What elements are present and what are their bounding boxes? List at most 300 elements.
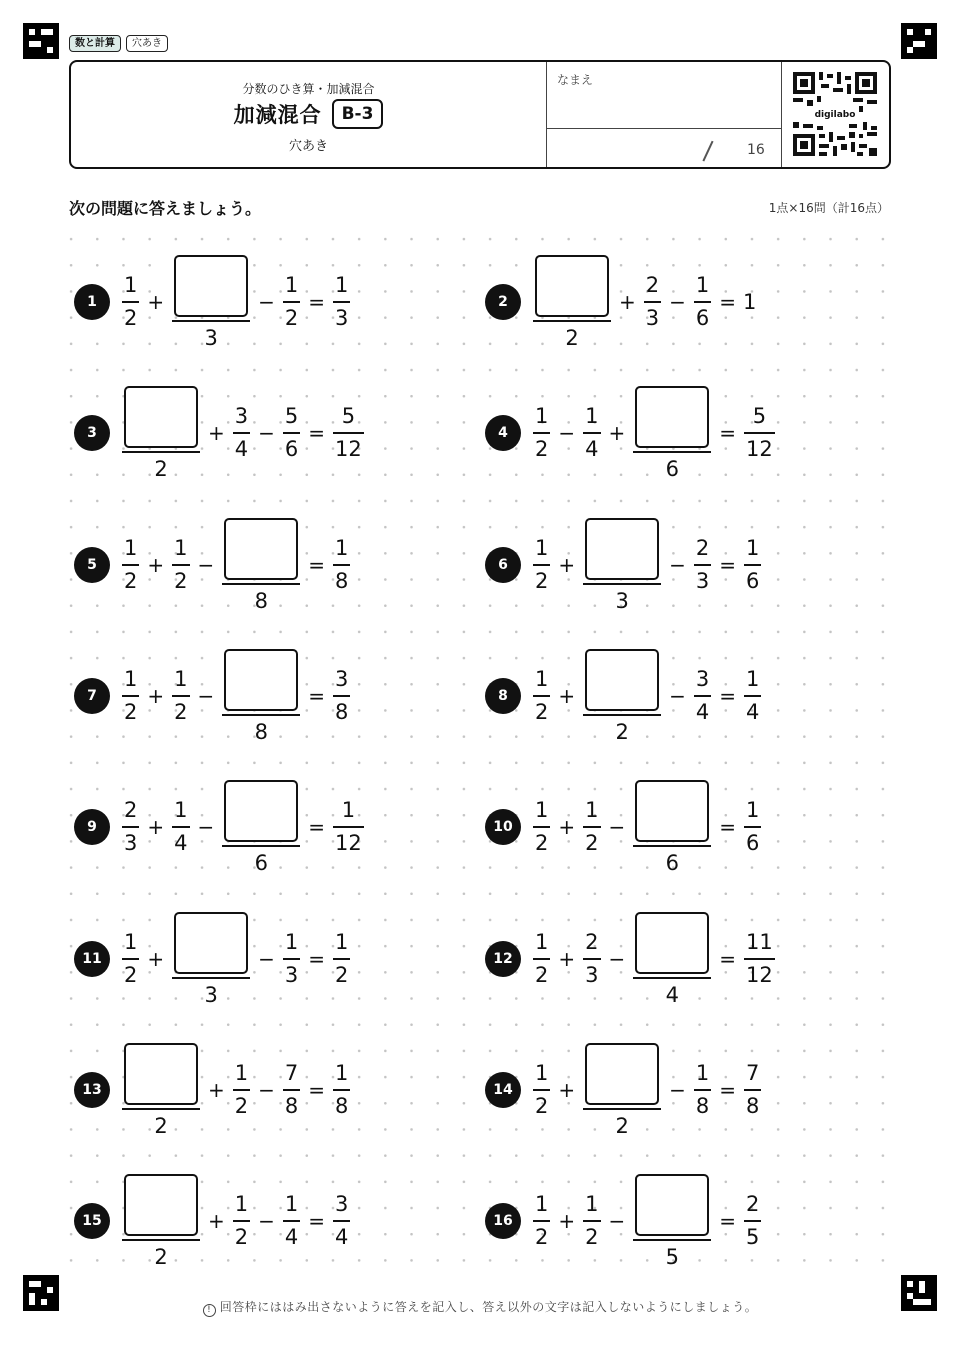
numerator: 1 [335,535,349,560]
fraction-bar [533,958,550,960]
problem [74,378,367,488]
answer-box[interactable] [635,386,709,448]
fraction-bar [744,564,761,566]
denominator: 2 [535,962,549,987]
fraction-bar [744,432,775,434]
fraction-bar [533,432,550,434]
numerator: 7 [746,1060,760,1085]
title-block [71,62,546,167]
page-right-margin [902,0,960,1358]
minus-sign: − [197,552,215,577]
problem [485,1166,764,1276]
fraction [283,275,300,329]
numerator: 1 [284,929,299,954]
equals-sign: = [719,815,737,840]
fraction-bar [333,826,364,828]
fraction [744,1194,761,1248]
denominator: 2 [535,831,549,856]
denominator: 2 [535,1225,549,1250]
instruction: 次の問題に答えましょう。 [69,199,262,218]
fraction [333,666,350,724]
problem-number: 5 [74,547,110,583]
blank-fraction [633,780,711,874]
fraction-bar [122,1239,200,1241]
fraction [744,1060,761,1118]
fraction-bar [122,826,139,828]
numerator: 3 [335,666,349,691]
problem-number: 6 [485,547,521,583]
fraction [172,800,189,854]
type-tag: 穴あき [126,35,168,52]
numerator: 3 [695,666,710,691]
corner-marker-top-right [901,23,937,59]
denominator: 2 [615,719,629,744]
equals-sign: = [308,1077,326,1102]
denominator: 2 [535,568,549,593]
fraction-bar [283,432,300,434]
fraction-bar [122,451,200,453]
answer-box[interactable] [174,255,248,317]
fraction-bar [633,451,711,453]
blank-fraction [533,255,611,349]
numerator: 1 [535,535,549,560]
answer-box[interactable] [174,912,248,974]
problem-number: 4 [485,415,521,451]
minus-sign: − [197,683,215,708]
problem-number: 7 [74,678,110,714]
fraction [122,800,139,854]
equals-sign: = [308,946,326,971]
answer-box[interactable] [124,1174,198,1236]
numerator: 1 [585,1192,599,1217]
problem [74,247,353,357]
blank-fraction [583,649,661,743]
fraction [694,1060,711,1118]
blank-fraction [633,386,711,480]
minus-sign: − [608,946,626,971]
answer-box[interactable] [635,1174,709,1236]
numerator: 2 [124,798,138,823]
problem [74,1166,353,1276]
denominator: 8 [284,1093,299,1118]
numerator: 1 [535,929,549,954]
minus-sign: − [258,946,275,971]
answer-box[interactable] [124,1043,198,1105]
fraction-bar [633,977,711,979]
numerator: 1 [234,1192,249,1217]
fraction-bar [333,695,350,697]
numerator: 1 [695,1060,710,1085]
fraction-bar [122,301,139,303]
qr-code-icon [793,72,877,156]
fraction-bar [333,958,350,960]
equals-sign: = [719,946,737,971]
fraction-bar [283,301,300,303]
answer-box[interactable] [224,649,298,711]
fraction-bar [694,695,711,697]
fraction-bar [744,826,761,828]
fraction [333,1194,350,1248]
denominator: 6 [695,306,710,330]
numerator: 1 [341,798,356,823]
fraction [744,535,761,593]
worksheet-title: 加減混合 [233,103,322,127]
blank-fraction [122,1174,200,1268]
fraction-bar [583,714,661,716]
minus-sign: − [258,1077,275,1102]
fraction-bar [233,1089,250,1091]
denominator: 6 [284,437,299,462]
fraction-bar [122,958,139,960]
fraction [694,666,711,724]
fraction [283,929,300,987]
fraction [744,406,775,460]
numerator: 1 [535,1060,549,1085]
numerator: 2 [585,929,599,954]
denominator: 2 [335,962,349,987]
denominator: 12 [746,437,773,462]
fraction-bar [333,301,350,303]
fraction-bar [222,583,300,585]
denominator: 4 [746,699,760,724]
denominator: 2 [124,962,138,987]
numerator: 1 [335,1060,349,1085]
numerator: 1 [174,666,188,691]
plus-sign: + [147,946,165,971]
numerator: 1 [174,798,188,823]
numerator: 5 [752,404,767,429]
denominator: 4 [585,437,599,462]
fraction-bar [533,320,611,322]
blank-fraction [222,518,300,612]
fraction [283,1060,300,1118]
plus-sign: + [147,815,165,840]
denominator: 4 [284,1225,299,1250]
fraction-bar [744,1089,761,1091]
fraction-bar [233,1220,250,1222]
minus-sign: − [669,683,686,708]
fraction-bar [644,301,661,303]
denominator: 8 [335,1093,349,1118]
denominator: 2 [585,1225,599,1250]
numerator: 1 [535,404,549,429]
fraction-bar [172,977,250,979]
denominator: 3 [585,962,599,987]
fraction-bar [172,320,250,322]
equals-sign: = [719,290,737,314]
problem [485,641,764,751]
fraction-bar [583,432,600,434]
equals-sign: = [308,683,326,708]
fraction-bar [744,958,775,960]
fraction [533,1060,550,1118]
fraction [533,1194,550,1248]
problem [74,510,353,620]
fraction-bar [283,958,300,960]
denominator: 3 [645,306,660,330]
warning-icon: ! [203,1304,216,1317]
fraction [233,406,250,460]
problem [74,904,353,1014]
denominator: 8 [746,1093,760,1118]
denominator: 4 [234,437,249,462]
level-badge: B-3 [332,99,384,129]
fraction-bar [172,564,189,566]
fraction-bar [633,845,711,847]
fraction [744,929,775,987]
plus-sign: + [208,1077,225,1102]
plus-sign: + [558,683,576,708]
numerator: 1 [695,273,710,297]
numerator: 1 [535,798,549,823]
plus-sign: + [558,1077,576,1102]
problem-number: 15 [74,1203,110,1239]
fraction [744,666,761,724]
numerator: 1 [335,273,349,297]
equals-sign: = [308,421,326,446]
fraction [333,1060,350,1118]
equals-sign: = [308,290,326,314]
denominator: 8 [335,699,349,724]
blank-fraction [122,1043,200,1137]
problem-number: 1 [74,284,110,320]
plus-sign: + [558,815,576,840]
fraction [533,406,550,460]
fraction [333,275,350,329]
page-left-margin [0,0,58,1358]
fraction-bar [222,845,300,847]
category-tag: 数と計算 [69,35,121,52]
plus-sign: + [558,552,576,577]
fraction [233,1194,250,1248]
problem-number: 11 [74,941,110,977]
numerator: 7 [284,1060,299,1085]
numerator: 11 [746,929,773,954]
fraction-bar [333,1089,350,1091]
fraction [333,800,364,854]
denominator: 3 [335,306,349,330]
denominator: 2 [124,306,138,330]
answer-box[interactable] [585,1043,659,1105]
fraction-bar [122,564,139,566]
problem-number: 9 [74,809,110,845]
numerator: 3 [335,1192,349,1217]
fraction-bar [694,301,711,303]
fraction-bar [172,695,189,697]
page-bottom-area [0,1280,960,1358]
problem [485,1035,764,1145]
fraction [533,666,550,724]
numerator: 1 [234,1060,249,1085]
fraction [694,535,711,593]
denominator: 3 [284,962,299,987]
answer-box[interactable] [585,649,659,711]
fraction-bar [633,1239,711,1241]
fraction-bar [583,1108,661,1110]
blank-fraction [172,255,250,349]
problem [485,904,778,1014]
fraction [172,666,189,724]
problem-number: 12 [485,941,521,977]
fraction [583,1194,600,1248]
numerator: 1 [585,798,599,823]
fraction [744,800,761,854]
problem-number: 10 [485,809,521,845]
numerator: 1 [746,798,760,823]
qr-label: digilabo [814,110,856,120]
footer-text: 回答枠にははみ出さないように答えを記入し、答え以外の文字は記入しないようにしましょう。 [219,1300,758,1314]
denominator: 4 [695,699,710,724]
fraction-bar [172,826,189,828]
fraction-bar [222,714,300,716]
fraction-bar [333,432,364,434]
problem-number: 8 [485,678,521,714]
fraction-bar [533,826,550,828]
fraction [333,406,364,460]
problem-number: 2 [485,284,521,320]
fraction [233,1060,250,1118]
denominator: 4 [665,982,679,1007]
plus-sign: + [208,1209,225,1234]
denominator: 2 [174,699,188,724]
denominator: 8 [335,568,349,593]
denominator: 2 [234,1225,249,1250]
denominator: 5 [665,1245,679,1270]
fraction [333,929,350,987]
plus-sign: + [147,290,165,314]
blank-fraction [222,649,300,743]
fraction-bar [744,1220,761,1222]
fraction [172,535,189,593]
numerator: 1 [124,666,138,691]
blank-fraction [633,912,711,1006]
denominator: 2 [284,306,299,330]
numerator: 1 [585,404,599,429]
numerator: 1 [335,929,349,954]
plus-sign: + [558,946,576,971]
numerator: 1 [124,273,138,297]
denominator: 3 [204,326,218,350]
problem [485,378,778,488]
answer-box[interactable] [585,518,659,580]
minus-sign: − [669,290,686,314]
equals-sign: = [719,421,737,446]
fraction [333,535,350,593]
fraction-bar [583,583,661,585]
score-slash [702,141,713,162]
answer-box[interactable] [635,780,709,842]
fraction-bar [233,432,250,434]
fraction [122,666,139,724]
fraction [533,800,550,854]
problem [74,772,367,882]
fraction [583,800,600,854]
minus-sign: − [608,815,626,840]
equals-sign: = [308,552,326,577]
minus-sign: − [258,421,275,446]
worksheet-type: 穴あき [288,139,328,154]
denominator: 2 [535,437,549,462]
fraction [122,535,139,593]
fraction-bar [533,1089,550,1091]
fraction [583,929,600,987]
denominator: 2 [585,831,599,856]
denominator: 3 [615,588,629,613]
denominator: 6 [665,457,679,482]
plus-sign: + [147,552,165,577]
denominator: 2 [154,1113,168,1138]
numerator: 5 [284,404,299,429]
answer-box[interactable] [635,912,709,974]
fraction-bar [533,564,550,566]
fraction [533,535,550,593]
whole-number: 1 [743,290,757,314]
blank-fraction [172,912,250,1006]
numerator: 1 [124,535,138,560]
plus-sign: + [619,290,636,314]
denominator: 6 [665,851,679,876]
denominator: 12 [335,437,362,462]
corner-marker-top-left [23,23,59,59]
denominator: 8 [695,1093,710,1118]
fraction-bar [283,1089,300,1091]
fraction-bar [283,1220,300,1222]
problem [74,641,353,751]
fraction-bar [744,695,761,697]
fraction [644,275,661,329]
answer-box[interactable] [224,518,298,580]
denominator: 12 [335,831,362,856]
fraction-bar [122,1108,200,1110]
minus-sign: − [669,552,686,577]
blank-fraction [633,1174,711,1268]
numerator: 5 [341,404,356,429]
answer-box[interactable] [224,780,298,842]
denominator: 2 [154,1245,168,1270]
denominator: 3 [695,568,710,593]
denominator: 2 [535,1093,549,1118]
denominator: 6 [746,831,760,856]
problem [485,510,764,620]
numerator: 1 [535,1192,549,1217]
fraction [122,929,139,987]
numerator: 1 [746,535,760,560]
equals-sign: = [308,1209,326,1234]
equals-sign: = [719,683,737,708]
problem [485,772,764,882]
denominator: 2 [234,1093,249,1118]
fraction [283,406,300,460]
fraction-bar [533,695,550,697]
blank-fraction [583,1043,661,1137]
denominator: 2 [174,568,188,593]
fraction [283,1194,300,1248]
minus-sign: − [558,421,576,446]
denominator: 2 [154,457,168,482]
name-score-box [546,62,782,167]
fraction-bar [694,564,711,566]
fraction-bar [694,1089,711,1091]
answer-box[interactable] [124,386,198,448]
problem-number: 3 [74,415,110,451]
fraction [533,929,550,987]
plus-sign: + [147,683,165,708]
numerator: 1 [284,273,299,297]
fraction-bar [583,958,600,960]
denominator: 2 [615,1113,629,1138]
answer-box[interactable] [535,255,609,317]
problem-number: 16 [485,1203,521,1239]
